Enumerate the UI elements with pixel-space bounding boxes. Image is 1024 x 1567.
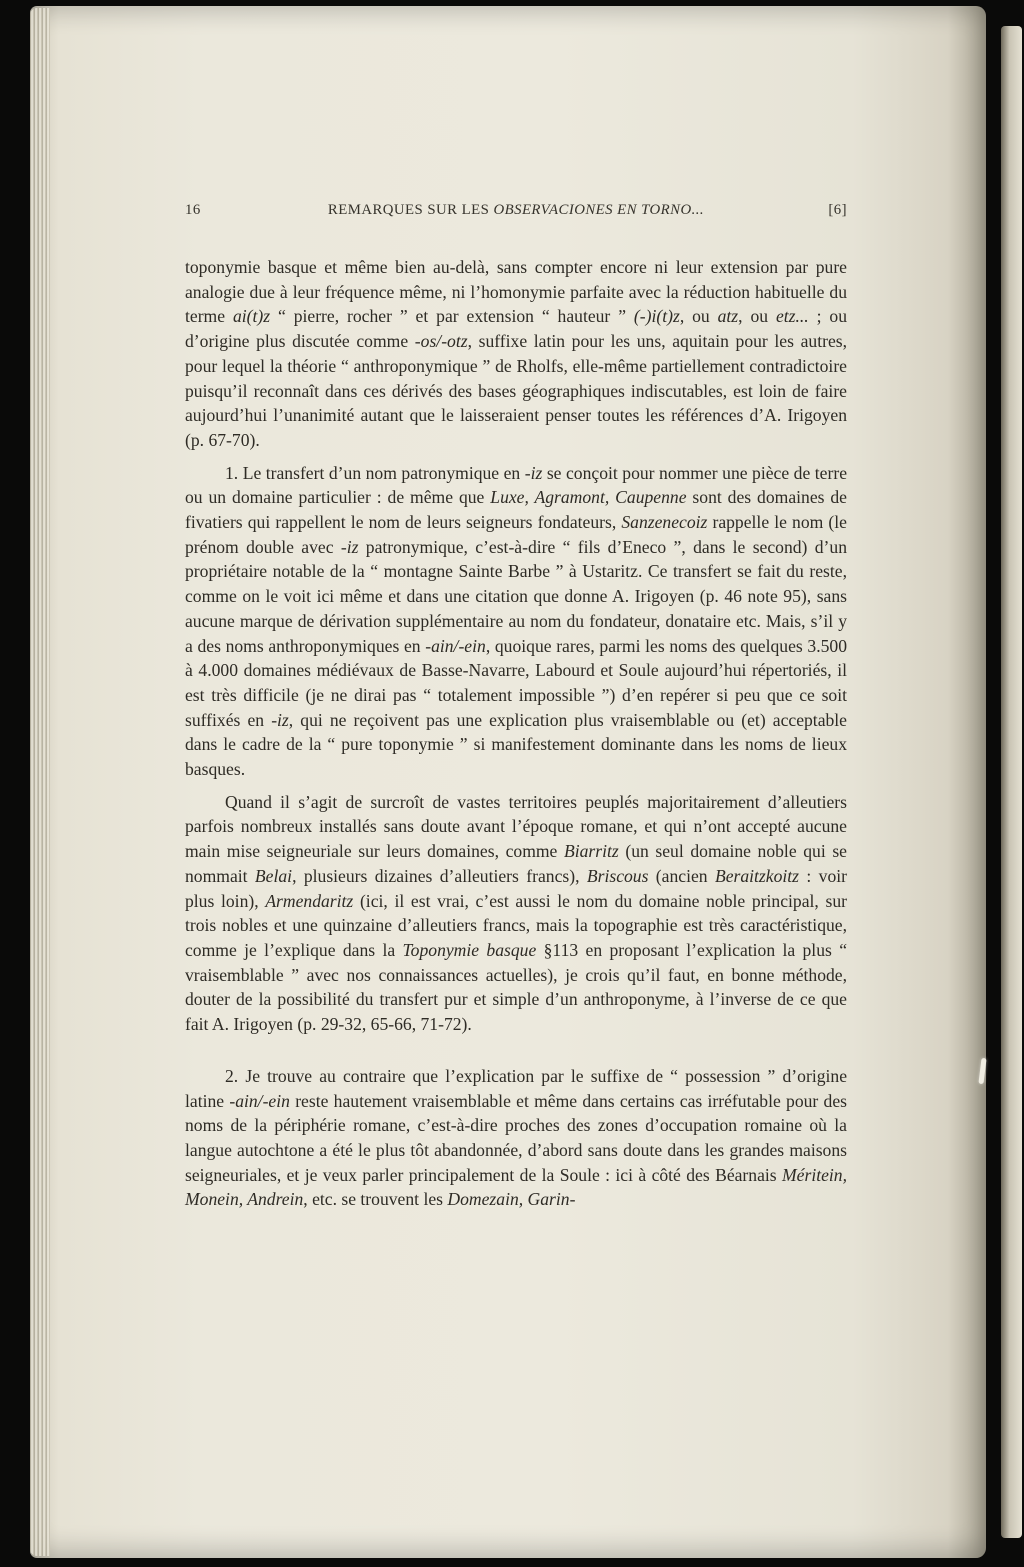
paragraph: 2. Je trouve au contraire que l’explication par le suffixe de “ possession ” d’origine latine -ain/-ein reste hautement vraisemblable et même dans certains cas irréfutable pour des noms de la périphérie romane, c’est-à-dire proches des zones d’occupation romaine où la langue autochtone a été le plus tôt abandonnée, d’abord sans doute dans les grandes maisons seigneuriales, et je veux parler principalement de la Soule : ici à côté des Béarnais Méritein, Monein, Andrein, etc. se trouvent les Domezain, Garin- — [185, 1065, 847, 1210]
book-page — [30, 6, 986, 1558]
paragraph: toponymie basque et même bien au-delà, sans compter encore ni leur extension par pure analogie due à leur fréquence même, ni l’homonymie parfaite avec la réduction habituelle du terme ai(t)z “ pierre, rocher ” et par extension “ hauteur ” (-)i(t)z, ou atz, ou etz... ; ou d’origine plus discutée comme -os/-otz, suffixe latin pour les uns, aquitain pour les autres, pour lequel la théorie “ anthroponymique ” de Rholfs, elle-même partiellement contradictoire puisqu’il reconnaît dans ces dérivés des bases géographiques indiscutables, est loin de faire aujourd’hui l’unanimité autant que le laisseraient penser toutes les références d’A. Irigoyen (p. 67-70). — [185, 257, 847, 450]
paragraph: Quand il s’agit de surcroît de vastes territoires peuplés majoritairement d’alleutiers parfois nombreux installés sans doute avant l’époque romane, et qui n’ont accepté aucune main mise seigneuriale sur leurs domaines, comme Biarritz (un seul domaine noble qui se nommait Belai, plusieurs dizaines d’alleutiers francs), Briscous (ancien Beraitzkoitz : voir plus loin), Armendaritz (ici, il est vrai, c’est aussi le nom du domaine noble principal, sur trois nobles et une quinzaine d’alleutiers francs, mais la topographie est très caractéristique, comme je l’explique dans la Toponymie basque §113 en proposant l’explication la plus “ vraisemblable ” avec nos connaissances actuelles), je crois qu’il faut, en bonne méthode, douter de la possibilité du transfert pur et simple d’un anthroponyme, à l’inverse de ce que fait A. Irigoyen (p. 29-32, 65-66, 71-72). — [185, 791, 848, 1035]
running-title: REMARQUES SUR LES OBSERVACIONES EN TORNO... — [327, 202, 705, 218]
facing-page-edge — [1001, 26, 1022, 1538]
section-ref: [6] — [828, 202, 847, 218]
paragraph: 1. Le transfert d’un nom patronymique en -iz se conçoit pour nommer une pièce de terre ou un domaine particulier : de même que Luxe, Agramont, Caupenne sont des domaines de fivatiers qui rappellent le nom de leurs seigneurs fondateurs, Sanzenecoiz rappelle le nom (le prénom double avec -iz patronymique, c’est-à-dire “ fils d’Eneco ”, dans le second) d’un propriétaire notable de la “ montagne Sainte Barbe ” à Ustaritz. Ce transfert se fait du reste, comme on le voit ici même et dans une citation que donne A. Irigoyen (p. 46 note 95), sans aucune marque de dérivation supplémentaire au nom du fondateur, donataire etc. Mais, s’il y a des noms anthroponymiques en -ain/-ein, quoique rares, parmi les noms des quelques 3.500 à 4.000 domaines médiévaux de Basse-Navarre, Labourd et Soule aujourd’hui répertoriés, il est très difficile (je ne dirai pas “ totalement impossible ”) d’en repérer si peu que ce soit suffixés en -iz, qui ne reçoivent pas une explication plus vraisemblable ou (et) acceptable dans le cadre de la “ pure toponymie ” si manifestement dominante dans les noms de lieux basques. — [185, 462, 847, 780]
body-text — [185, 255, 847, 1212]
text-column — [185, 202, 847, 1220]
page-header — [185, 202, 847, 219]
page-stack-edges — [30, 8, 50, 1556]
page-number: 16 — [185, 202, 201, 218]
